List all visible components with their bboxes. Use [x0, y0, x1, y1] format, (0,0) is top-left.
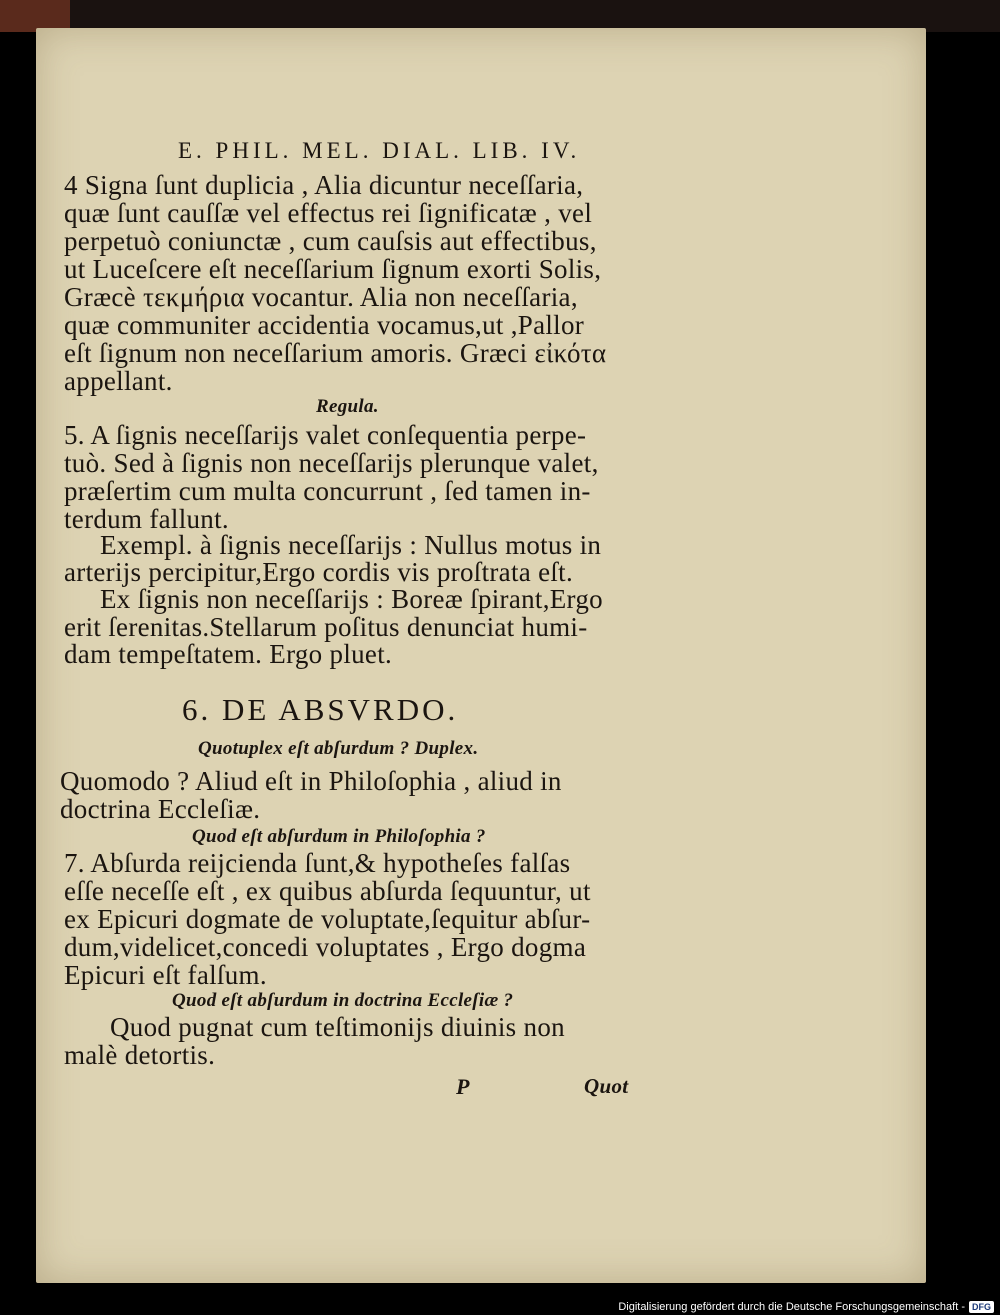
- text-line: præſertim cum multa concurrunt , ſed tamen in-: [64, 476, 591, 506]
- text-line: eſt ſignum non neceſſarium amoris. Græci εἰκότα: [64, 338, 607, 368]
- question-heading: Quotuplex eſt abſurdum ? Duplex.: [198, 738, 479, 759]
- text-line: dam tempeſtatem. Ergo pluet.: [64, 639, 393, 669]
- text-line: doctrina Eccleſiæ.: [60, 794, 261, 824]
- text-line: terdum fallunt.: [64, 504, 229, 534]
- text-line: malè detortis.: [64, 1040, 216, 1070]
- question-heading: Quod eſt abſurdum in doctrina Eccleſiæ ?: [172, 990, 514, 1011]
- digitization-footer: [618, 1301, 994, 1313]
- text-line: perpetuò coniunctæ , cum cauſsis aut effectibus,: [64, 226, 597, 256]
- regula-heading: Regula.: [316, 396, 379, 417]
- text-line: quæ ſunt cauſſæ vel effectus rei ſignificatæ , vel: [64, 198, 593, 228]
- text-line: ex Epicuri dogmate de voluptate,ſequitur abſur-: [64, 904, 591, 934]
- section-title: 6. DE ABSVRDO.: [182, 692, 459, 727]
- footer-text: Digitalisierung gefördert durch die Deutsche Forschungsgemeinschaft -: [618, 1301, 965, 1313]
- text-line: Ex ſignis non neceſſarijs : Boreæ ſpirant,Ergo: [100, 584, 603, 614]
- text-line: eſſe neceſſe eſt , ex quibus abſurda ſequuntur, ut: [64, 876, 591, 906]
- text-line: dum,videlicet,concedi voluptates , Ergo dogma: [64, 932, 587, 962]
- text-line: ut Luceſcere eſt neceſſarium ſignum exorti Solis,: [64, 254, 602, 284]
- signature-mark: P: [456, 1074, 470, 1099]
- text-line: 5. A ſignis neceſſarijs valet conſequentia perpe-: [64, 420, 587, 450]
- text-line: 4 Signa ſunt duplicia , Alia dicuntur neceſſaria,: [64, 170, 584, 200]
- text-line: Epicuri eſt falſum.: [64, 960, 267, 990]
- text-line: Quod pugnat cum teſtimonijs diuinis non: [110, 1012, 565, 1042]
- text-line: Græcè τεκμήρια vocantur. Alia non neceſſaria,: [64, 282, 578, 312]
- dfg-logo: DFG: [969, 1301, 994, 1313]
- text-line: appellant.: [64, 366, 173, 396]
- text-line: tuò. Sed à ſignis non neceſſarijs plerunque valet,: [64, 448, 599, 478]
- running-header: E. PHIL. MEL. DIAL. LIB. IV.: [178, 138, 581, 163]
- text-line: arterijs percipitur,Ergo cordis vis proſtrata eſt.: [64, 557, 574, 587]
- text-line: Quomodo ? Aliud eſt in Philoſophia , aliud in: [60, 766, 562, 796]
- question-heading: Quod eſt abſurdum in Philoſophia ?: [192, 826, 486, 847]
- catchword: Quot: [584, 1074, 629, 1098]
- text-line: Exempl. à ſignis neceſſarijs : Nullus motus in: [100, 530, 602, 560]
- text-line: quæ communiter accidentia vocamus,ut ,Pallor: [64, 310, 585, 340]
- text-line: 7. Abſurda reijcienda ſunt,& hypotheſes falſas: [64, 848, 571, 878]
- text-line: erit ſerenitas.Stellarum poſitus denunciat humi-: [64, 612, 588, 642]
